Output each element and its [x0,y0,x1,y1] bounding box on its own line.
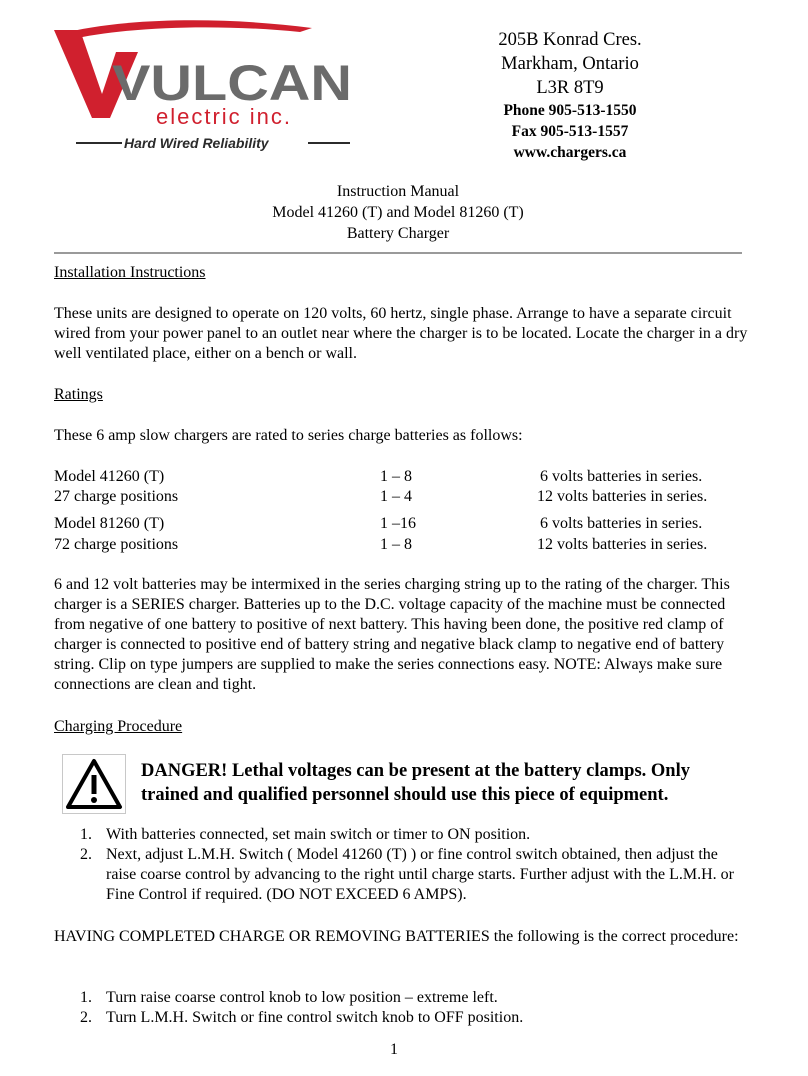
installation-heading: Installation Instructions [54,264,206,281]
title-line-2: Model 41260 (T) and Model 81260 (T) [272,204,524,221]
danger-line-2: trained and qualified personnel should use this piece of equipment. [141,785,669,805]
step-text: Turn raise coarse control knob to low position – extreme left. [106,989,498,1006]
address-web: www.chargers.ca [513,144,627,161]
ratings-desc: 12 volts batteries in series. [537,488,708,505]
step-text: Turn L.M.H. Switch or fine control switch knob to OFF position. [106,1009,524,1026]
ratings-heading: Ratings [54,386,103,403]
ratings-desc: 6 volts batteries in series. [540,515,703,532]
completed-charge-text: HAVING COMPLETED CHARGE OR REMOVING BATTERIES the following is the correct procedure: [54,928,739,945]
step-number: 1. [80,826,92,843]
address-fax: Fax 905-513-1557 [511,123,629,140]
ratings-range: 1 –16 [380,515,416,532]
list-item [54,1008,744,1028]
ratings-intro: These 6 amp slow chargers are rated to series charge batteries as follows: [54,427,523,444]
removal-steps [54,988,744,1028]
danger-warning [141,759,771,807]
company-address [470,28,670,163]
step-text: Next, adjust L.M.H. Switch ( Model 41260 (T) ) or fine control switch obtained, then adjust the raise coarse control by advancing to the right until charge starts. Further adjust with the L.M.H. or Fine Control if required. (DO NOT EXCEED 6 AMPS). [106,846,734,903]
logo-sub-text: electric inc. [156,104,293,129]
title-line-3: Battery Charger [346,225,450,242]
ratings-model: 27 charge positions [54,488,179,505]
title-line-1: Instruction Manual [336,183,460,200]
ratings-range: 1 – 8 [380,468,412,485]
ratings-range: 1 – 4 [380,488,412,505]
warning-triangle-icon [62,754,126,814]
address-postal: L3R 8T9 [536,78,604,98]
address-city: Markham, Ontario [501,54,639,74]
vulcan-logo-graphic [50,16,370,156]
ratings-model: Model 81260 (T) [54,515,165,532]
step-text: With batteries connected, set main switch or timer to ON position. [106,826,531,843]
ratings-note: 6 and 12 volt batteries may be intermixed in the series charging string up to the rating of the charger. This charger is a SERIES charger. Batteries up to the D.C. voltage capacity of the machine must be connected from negative of one battery to positive of next battery. This having been done, the positive red clamp of charger is connected to positive end of battery string and negative black clamp to negative end of battery string. Clip on type jumpers are supplied to make the series connections easy. NOTE: Always make sure connections are clean and tight. [54,576,730,693]
list-item [54,845,744,905]
list-item [54,825,744,845]
danger-line-1: DANGER! Lethal voltages can be present at the battery clamps. Only [141,761,690,781]
charging-steps [54,825,744,905]
title-divider [54,252,742,254]
page-number: 1 [390,1041,398,1058]
address-phone: Phone 905-513-1550 [503,102,637,119]
ratings-model: Model 41260 (T) [54,468,165,485]
step-number: 2. [80,846,92,863]
charging-heading: Charging Procedure [54,718,183,735]
step-number: 1. [80,989,92,1006]
list-item [54,988,744,1008]
address-street: 205B Konrad Cres. [498,30,642,50]
logo-tagline: Hard Wired Reliability [124,135,269,151]
installation-body: These units are designed to operate on 120 volts, 60 hertz, single phase. Arrange to have a separate circuit wired from your power panel to an outlet near where the charger is to be located. Locate the charger in a dry well ventilated place, either on a bench or wall. [54,305,748,362]
ratings-model: 72 charge positions [54,536,179,553]
logo-brand-text: VULCAN [112,55,352,111]
ratings-range: 1 – 8 [380,536,412,553]
ratings-desc: 6 volts batteries in series. [540,468,703,485]
document-title [54,181,742,244]
vulcan-logo [50,16,370,156]
step-number: 2. [80,1009,92,1026]
ratings-desc: 12 volts batteries in series. [537,536,708,553]
